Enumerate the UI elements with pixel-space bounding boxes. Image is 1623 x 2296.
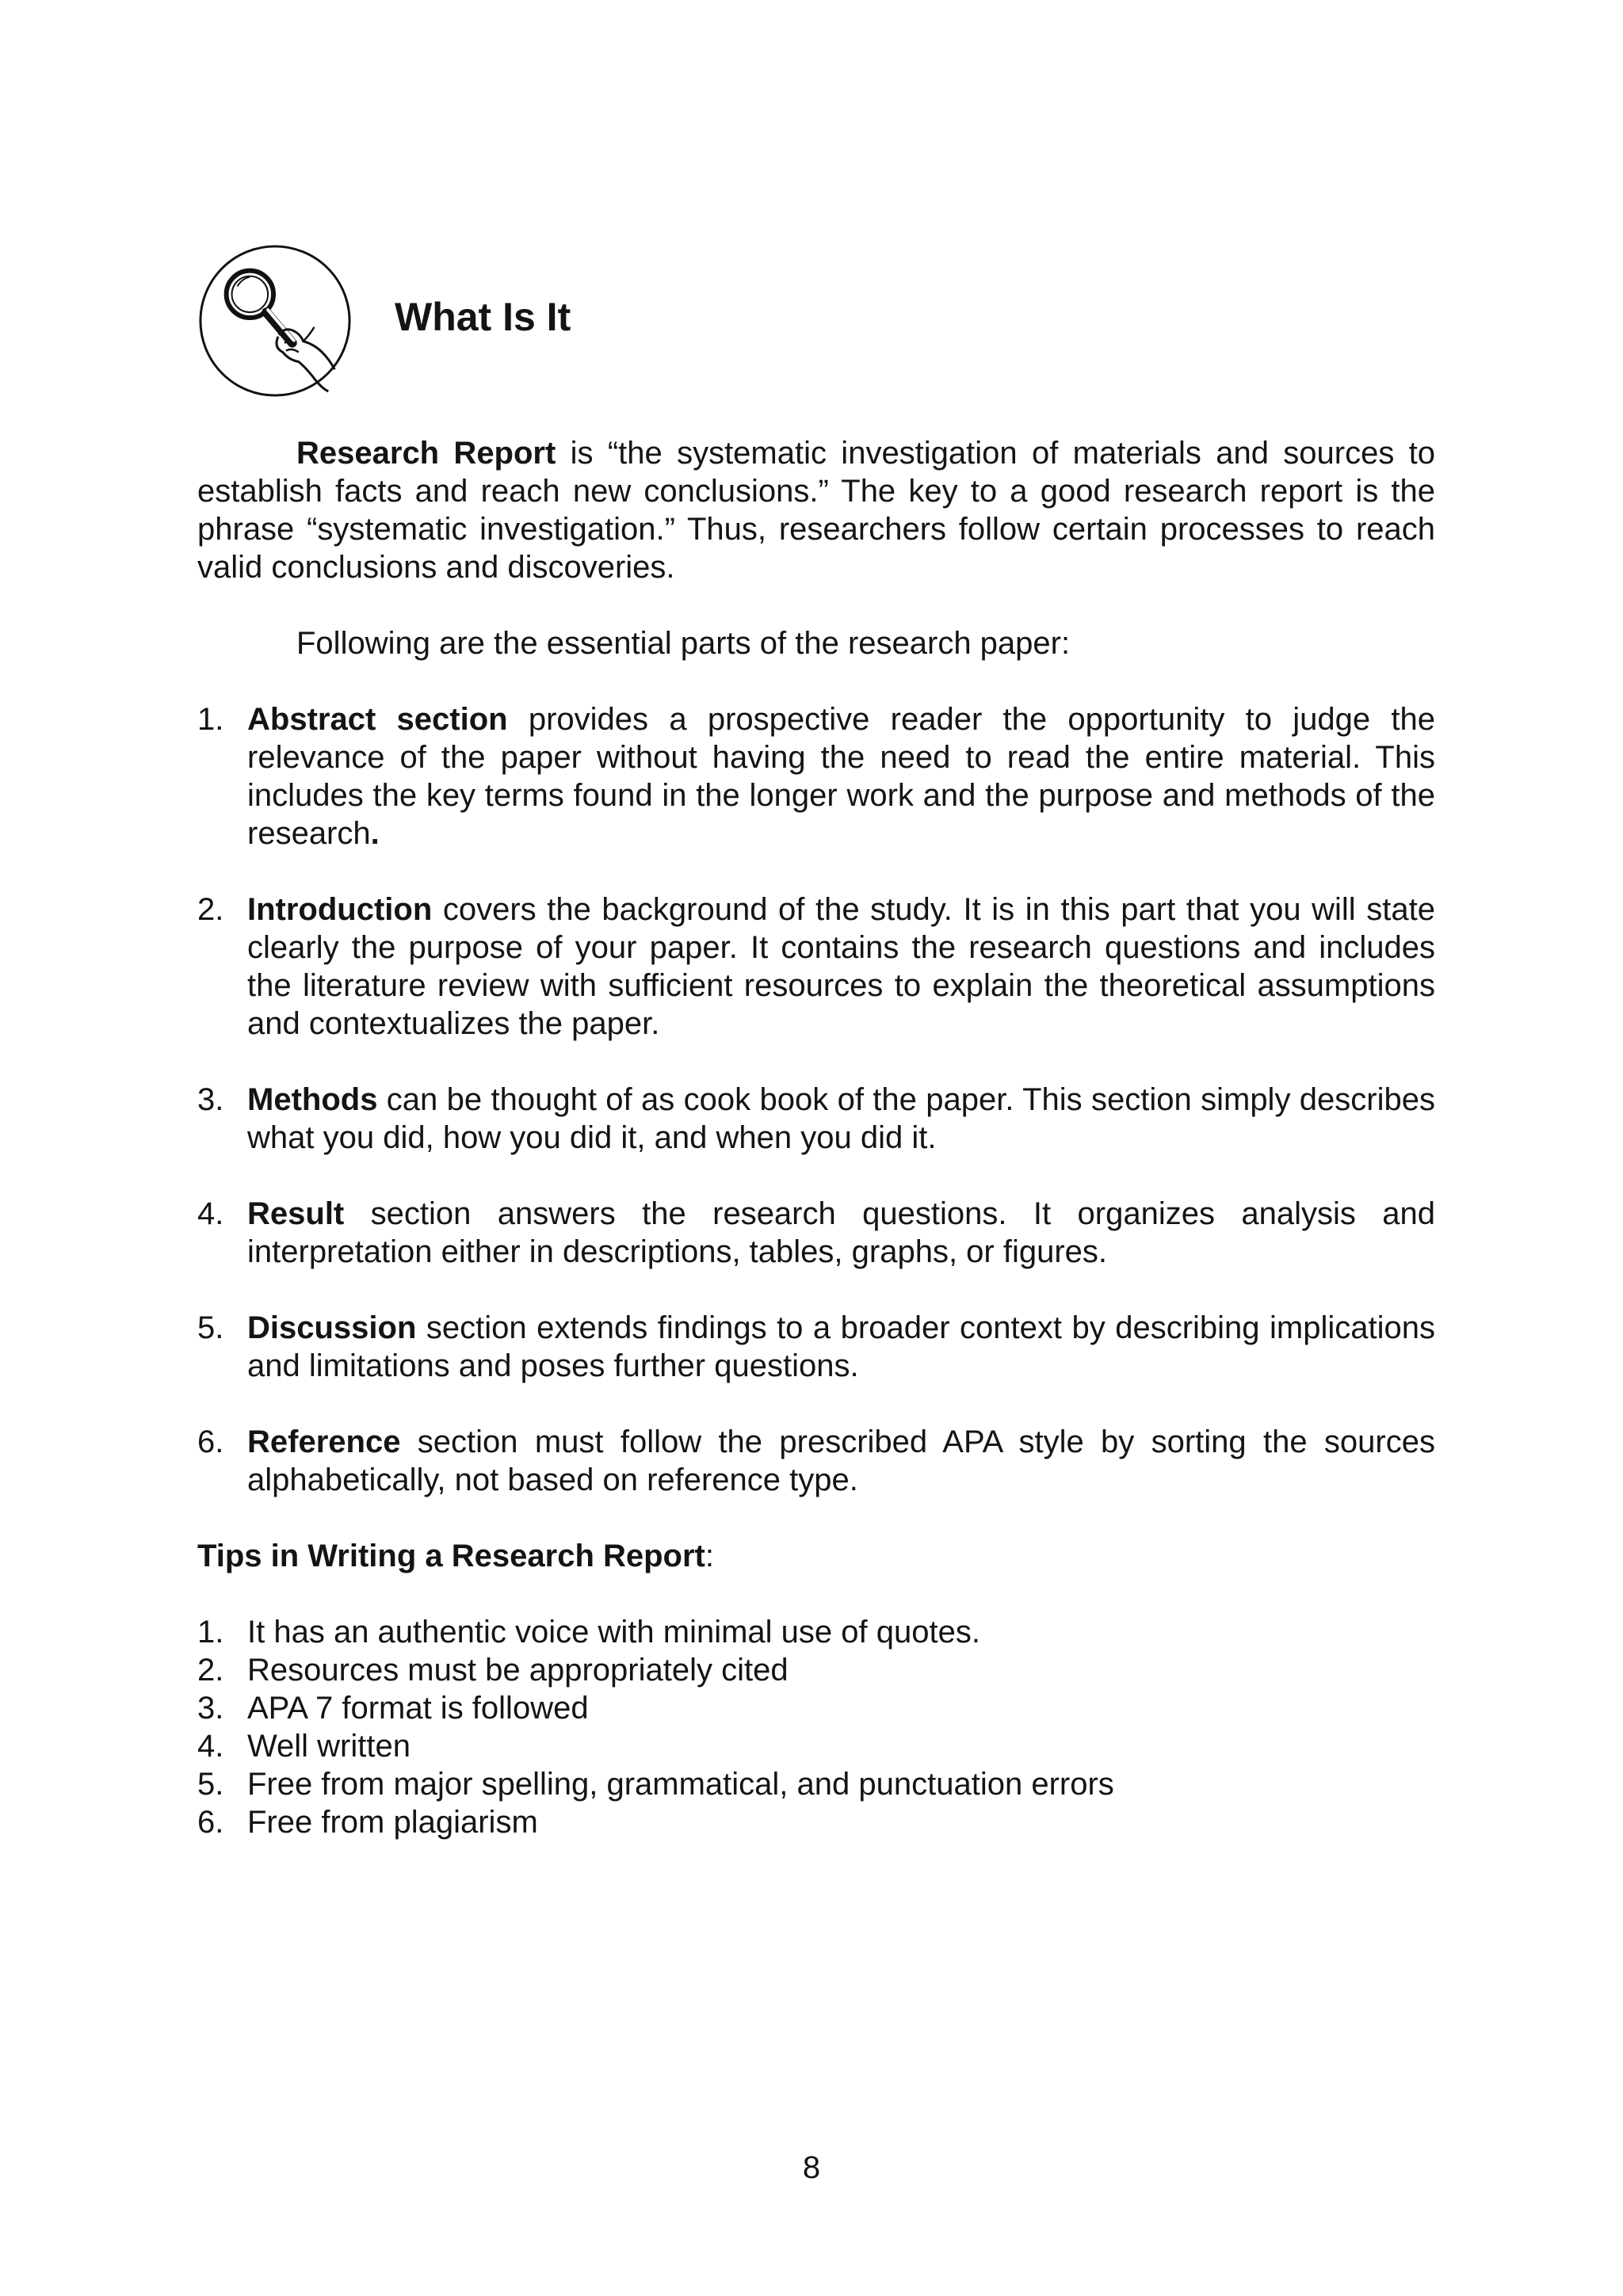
parts-intro: Following are the essential parts of the research paper: <box>296 626 1071 661</box>
page-number: 8 <box>802 2150 821 2185</box>
list-number: 3. <box>197 1691 224 1726</box>
list-item <box>197 1727 1435 1765</box>
list-item <box>197 1195 1435 1271</box>
list-item <box>197 1423 1435 1499</box>
tip-text: Free from major spelling, grammatical, and punctuation errors <box>247 1767 1114 1802</box>
part-text: covers the background of the study. It is in this part that you will state clearly the purpose of your paper. It contains the research questions and includes the literature review with sufficient resources to explain the theoretical assumptions and contextualizes the paper. <box>247 892 1435 1041</box>
main-content <box>197 434 1435 1841</box>
intro-term: Research Report <box>296 436 556 471</box>
part-text: provides a prospective reader the opportunity to judge the relevance of the paper without having the need to read the entire material. This includes the key terms found in the longer work and the purpose and methods of the research <box>247 702 1435 851</box>
list-number: 4. <box>197 1196 224 1231</box>
list-number: 1. <box>197 702 224 737</box>
list-item <box>197 891 1435 1043</box>
list-item <box>197 1765 1435 1803</box>
list-item <box>197 1613 1435 1651</box>
list-item <box>197 1309 1435 1385</box>
list-number: 2. <box>197 892 224 927</box>
part-term: Discussion <box>247 1310 417 1345</box>
tips-heading <box>197 1537 1435 1575</box>
tip-text: Free from plagiarism <box>247 1805 538 1840</box>
tips-heading-text: Tips in Writing a Research Report <box>197 1539 705 1573</box>
parts-list <box>197 700 1435 1499</box>
tip-text: Resources must be appropriately cited <box>247 1653 789 1688</box>
part-text: can be thought of as cook book of the paper. This section simply describes what you did, how you did it, and when you did it. <box>247 1082 1435 1155</box>
list-item <box>197 1651 1435 1689</box>
list-item <box>197 1803 1435 1841</box>
list-item <box>197 1081 1435 1157</box>
part-trail: . <box>370 816 380 851</box>
tips-list <box>197 1613 1435 1841</box>
section-title: What Is It <box>395 295 571 339</box>
part-term: Introduction <box>247 892 433 927</box>
list-number: 2. <box>197 1653 224 1688</box>
tips-heading-suffix: : <box>705 1539 715 1573</box>
list-item <box>197 700 1435 852</box>
magnifying-glass-hand-icon <box>197 242 353 399</box>
list-number: 1. <box>197 1615 224 1650</box>
tip-text: APA 7 format is followed <box>247 1691 589 1726</box>
list-number: 5. <box>197 1310 224 1345</box>
part-term: Methods <box>247 1082 378 1117</box>
list-number: 5. <box>197 1767 224 1802</box>
tip-text: Well written <box>247 1729 411 1764</box>
part-term: Result <box>247 1196 345 1231</box>
list-number: 6. <box>197 1805 224 1840</box>
part-text: section answers the research questions. It organizes analysis and interpretation either in descriptions, tables, graphs, or figures. <box>247 1196 1435 1269</box>
list-number: 3. <box>197 1082 224 1117</box>
intro-paragraph <box>197 434 1435 586</box>
intro-text: is “the systematic investigation of materials and sources to establish facts and reach new conclusions.” The key to a good research report is the phrase “systematic investigation.” Thus, researchers follow certain processes to reach valid conclusions and discoveries. <box>197 436 1436 585</box>
part-term: Reference <box>247 1425 401 1459</box>
part-text: section extends findings to a broader context by describing implications and limitations and poses further questions. <box>247 1310 1435 1383</box>
list-number: 6. <box>197 1425 224 1459</box>
part-text: section must follow the prescribed APA style by sorting the sources alphabetically, not based on reference type. <box>247 1425 1435 1497</box>
tip-text: It has an authentic voice with minimal use of quotes. <box>247 1615 980 1650</box>
part-term: Abstract section <box>247 702 508 737</box>
list-number: 4. <box>197 1729 224 1764</box>
list-item <box>197 1689 1435 1727</box>
